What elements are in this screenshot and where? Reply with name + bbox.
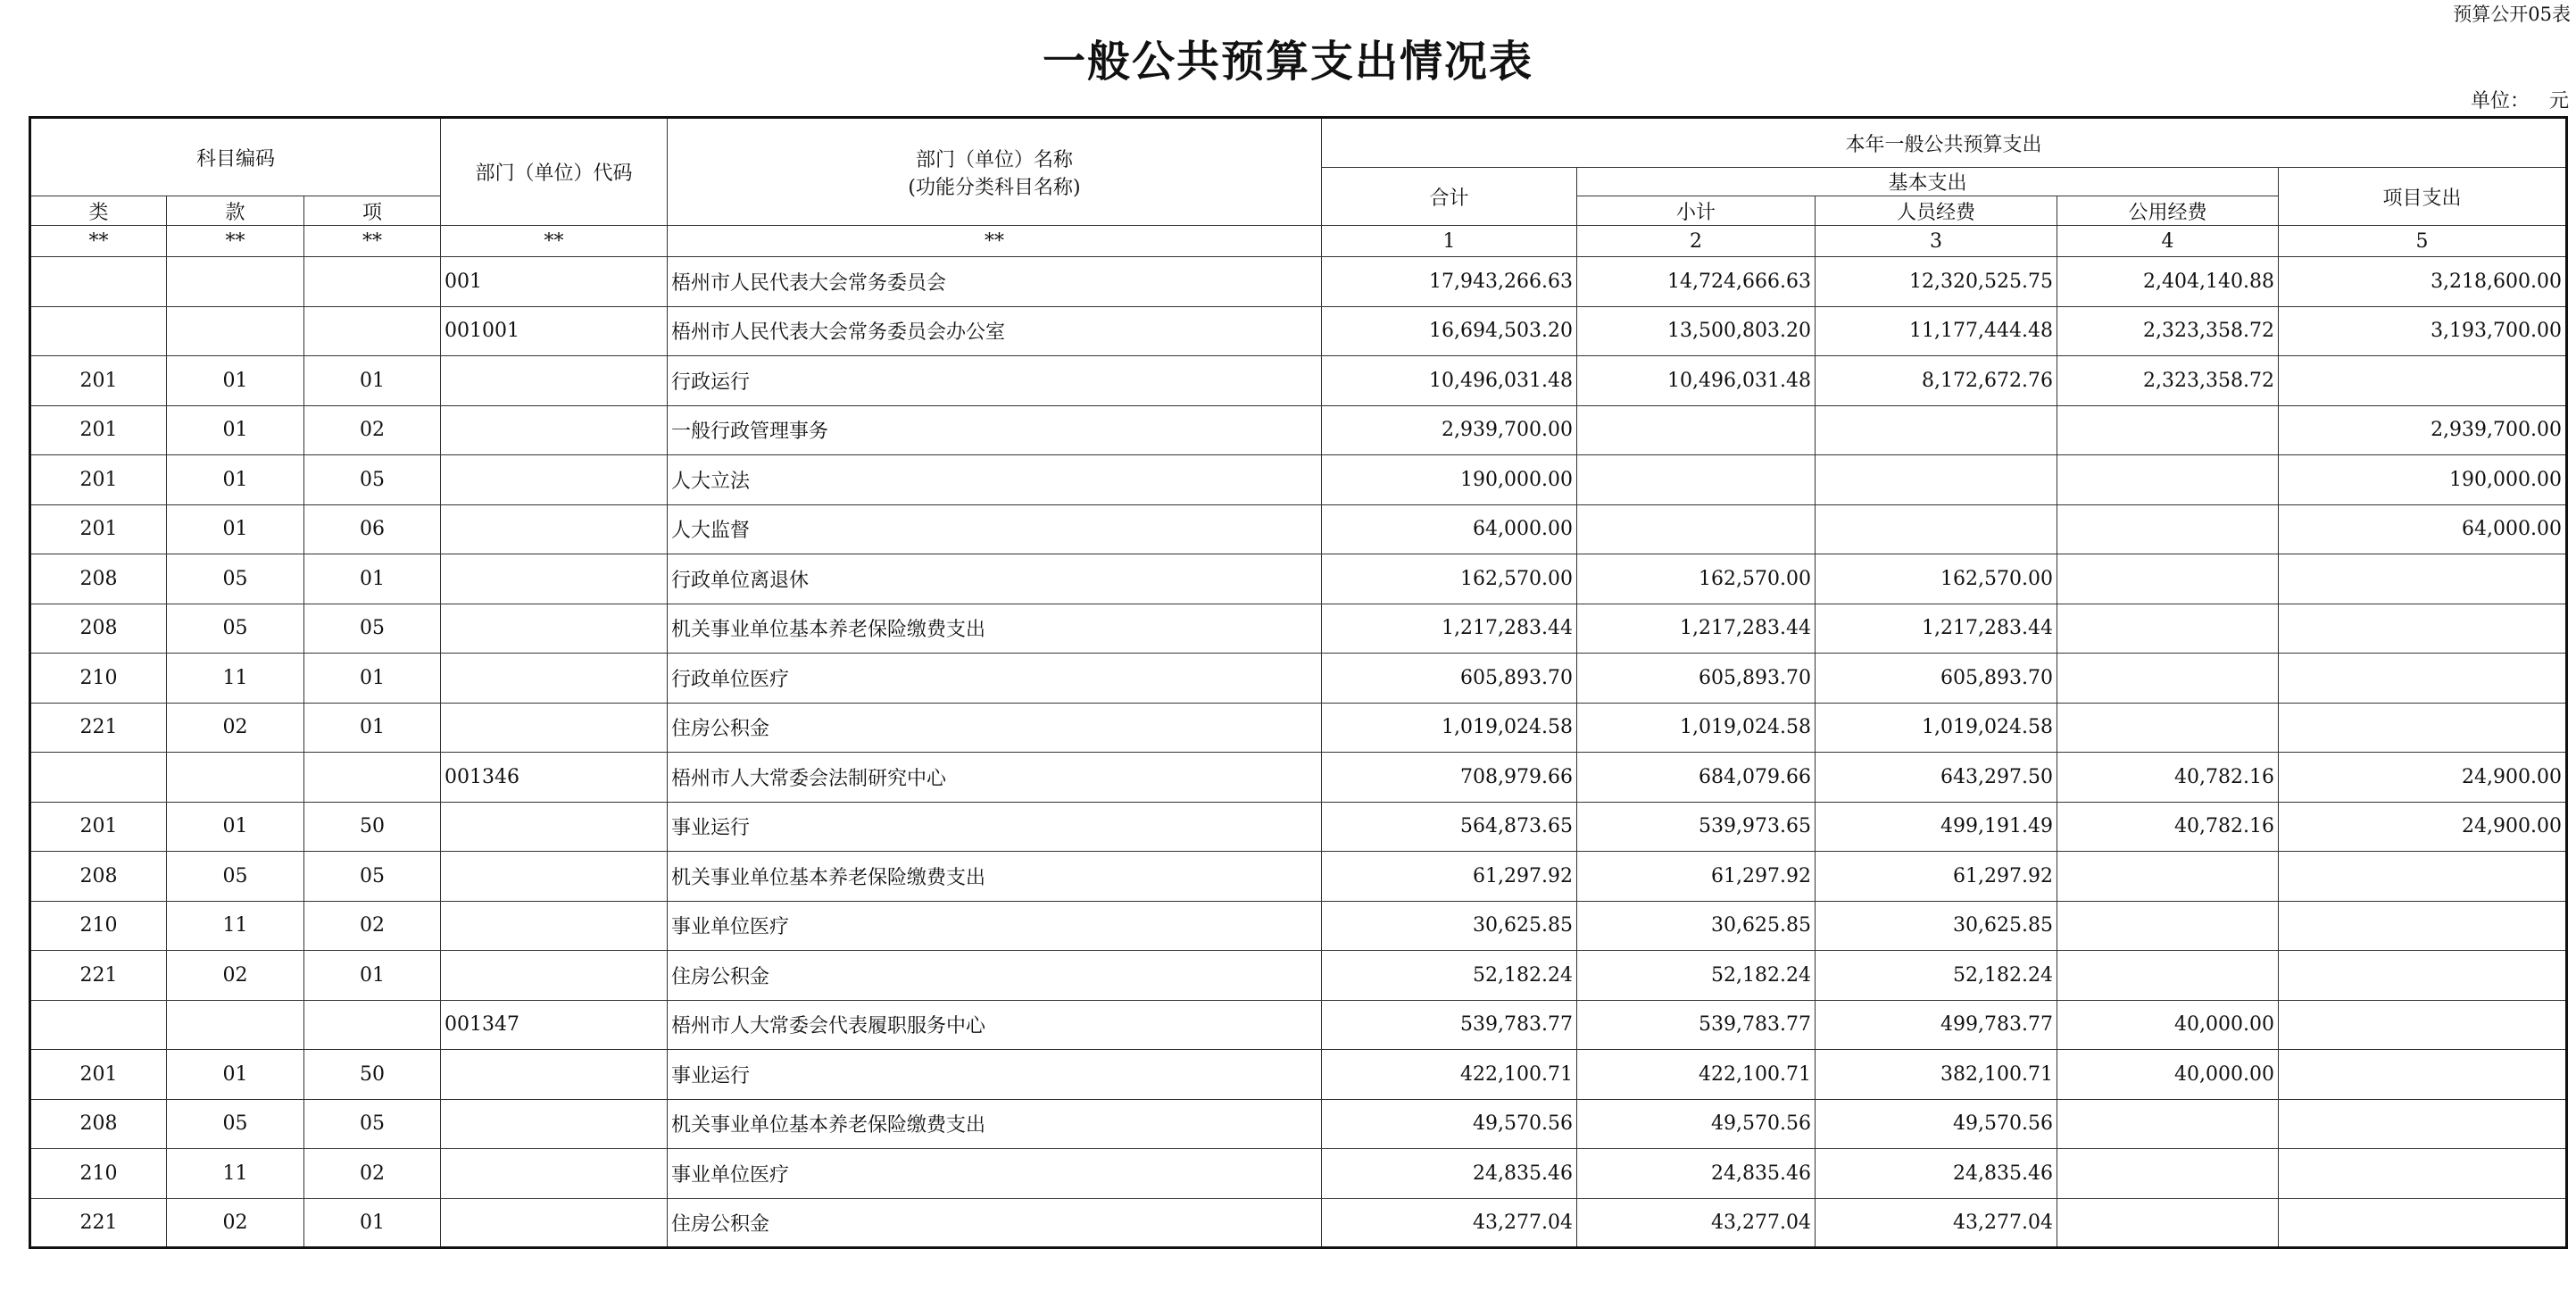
header-item: 项 [304,196,441,226]
cell-dept-code [441,1149,668,1199]
cell-public: 40,782.16 [2057,802,2279,852]
cell-public [2057,703,2279,753]
cell-project [2279,1099,2567,1149]
cell-dept-code: 001 [441,257,668,307]
table-row [30,901,2567,951]
cell-section: 01 [167,405,304,455]
cell-class: 210 [30,901,167,951]
cell-personnel: 605,893.70 [1816,654,2057,704]
table-row [30,703,2567,753]
table-row [30,1000,2567,1050]
cell-personnel: 162,570.00 [1816,554,2057,604]
cell-project: 2,939,700.00 [2279,405,2567,455]
cell-section: 01 [167,802,304,852]
unit-label: 单位： [2470,90,2530,112]
cell-item: 01 [304,654,441,704]
cell-public: 2,404,140.88 [2057,257,2279,307]
table-row [30,356,2567,406]
cell-dept-name: 行政单位医疗 [668,654,1322,704]
cell-item: 02 [304,1149,441,1199]
budget-table [29,116,2568,1249]
cell-personnel: 499,783.77 [1816,1000,2057,1050]
cell-personnel [1816,455,2057,505]
cell-subtotal: 43,277.04 [1577,1198,1816,1248]
cell-total: 16,694,503.20 [1322,306,1577,356]
cell-dept-name: 住房公积金 [668,951,1322,1001]
cell-public [2057,1149,2279,1199]
cell-subtotal: 10,496,031.48 [1577,356,1816,406]
cell-class: 221 [30,1198,167,1248]
cell-subtotal: 605,893.70 [1577,654,1816,704]
cell-dept-code [441,504,668,554]
column-number-3: 3 [1816,226,2057,257]
cell-dept-code [441,951,668,1001]
cell-section: 02 [167,1198,304,1248]
unit-value: 元 [2548,90,2569,112]
table-row [30,504,2567,554]
cell-total: 1,019,024.58 [1322,703,1577,753]
cell-dept-code [441,1099,668,1149]
cell-total: 190,000.00 [1322,455,1577,505]
cell-project: 190,000.00 [2279,455,2567,505]
header-personnel: 人员经费 [1816,196,2057,226]
table-row [30,554,2567,604]
cell-total: 24,835.46 [1322,1149,1577,1199]
cell-item: 01 [304,1198,441,1248]
cell-class: 221 [30,703,167,753]
cell-personnel: 49,570.56 [1816,1099,2057,1149]
cell-personnel [1816,504,2057,554]
cell-public [2057,604,2279,654]
page-title: 一般公共预算支出情况表 [1042,37,1533,87]
cell-project: 24,900.00 [2279,802,2567,852]
cell-total: 61,297.92 [1322,852,1577,902]
cell-personnel: 52,182.24 [1816,951,2057,1001]
table-row [30,654,2567,704]
cell-class: 208 [30,604,167,654]
cell-class: 210 [30,654,167,704]
cell-item [304,1000,441,1050]
cell-total: 17,943,266.63 [1322,257,1577,307]
cell-public [2057,901,2279,951]
table-row [30,306,2567,356]
cell-personnel: 1,217,283.44 [1816,604,2057,654]
cell-dept-name: 行政运行 [668,356,1322,406]
header-total: 合计 [1322,168,1577,226]
cell-dept-code: 001347 [441,1000,668,1050]
cell-dept-name: 事业单位医疗 [668,901,1322,951]
marker-class: ** [30,226,167,257]
cell-project [2279,703,2567,753]
cell-dept-code: 001001 [441,306,668,356]
cell-item: 05 [304,1099,441,1149]
cell-subtotal: 684,079.66 [1577,753,1816,803]
cell-section: 01 [167,455,304,505]
form-number: 预算公开05表 [2453,4,2571,25]
cell-dept-name: 事业运行 [668,1050,1322,1100]
header-subject-code: 科目编码 [30,118,441,196]
header-class: 类 [30,196,167,226]
cell-total: 564,873.65 [1322,802,1577,852]
cell-personnel: 643,297.50 [1816,753,2057,803]
cell-class [30,257,167,307]
cell-personnel: 499,191.49 [1816,802,2057,852]
cell-class: 201 [30,1050,167,1100]
cell-project [2279,852,2567,902]
cell-section [167,1000,304,1050]
cell-personnel: 43,277.04 [1816,1198,2057,1248]
table-row [30,257,2567,307]
cell-item: 05 [304,852,441,902]
cell-subtotal: 49,570.56 [1577,1099,1816,1149]
cell-total: 10,496,031.48 [1322,356,1577,406]
header-subtotal: 小计 [1577,196,1816,226]
cell-total: 49,570.56 [1322,1099,1577,1149]
cell-subtotal: 162,570.00 [1577,554,1816,604]
cell-dept-name: 人大立法 [668,455,1322,505]
cell-subtotal: 13,500,803.20 [1577,306,1816,356]
table-row [30,1149,2567,1199]
cell-total: 52,182.24 [1322,951,1577,1001]
cell-class: 201 [30,405,167,455]
cell-class: 201 [30,802,167,852]
cell-dept-name: 事业单位医疗 [668,1149,1322,1199]
table-row [30,802,2567,852]
table-row [30,1099,2567,1149]
cell-subtotal [1577,405,1816,455]
cell-section: 11 [167,654,304,704]
header-project: 项目支出 [2279,168,2567,226]
cell-class [30,306,167,356]
cell-class: 208 [30,852,167,902]
cell-subtotal: 1,019,024.58 [1577,703,1816,753]
cell-dept-code [441,703,668,753]
cell-subtotal: 539,783.77 [1577,1000,1816,1050]
cell-item: 05 [304,604,441,654]
header-dept-name-main: 部门（单位）名称 [915,148,1073,171]
cell-project [2279,654,2567,704]
cell-personnel: 12,320,525.75 [1816,257,2057,307]
cell-dept-name: 住房公积金 [668,703,1322,753]
cell-section: 11 [167,901,304,951]
cell-project: 3,193,700.00 [2279,306,2567,356]
cell-item: 02 [304,405,441,455]
table-row [30,1198,2567,1248]
cell-section: 01 [167,1050,304,1100]
header-basic: 基本支出 [1577,168,2279,196]
marker-item: ** [304,226,441,257]
cell-public [2057,852,2279,902]
column-number-5: 5 [2279,226,2567,257]
cell-personnel: 30,625.85 [1816,901,2057,951]
table-row [30,753,2567,803]
table-row [30,1050,2567,1100]
header-public: 公用经费 [2057,196,2279,226]
cell-dept-name: 梧州市人大常委会法制研究中心 [668,753,1322,803]
cell-section: 02 [167,703,304,753]
cell-personnel: 8,172,672.76 [1816,356,2057,406]
cell-section: 05 [167,1099,304,1149]
cell-total: 1,217,283.44 [1322,604,1577,654]
cell-total: 539,783.77 [1322,1000,1577,1050]
cell-section: 11 [167,1149,304,1199]
cell-dept-code [441,455,668,505]
table-row [30,852,2567,902]
cell-dept-name: 事业运行 [668,802,1322,852]
cell-project: 24,900.00 [2279,753,2567,803]
cell-subtotal [1577,504,1816,554]
cell-section [167,306,304,356]
cell-project [2279,554,2567,604]
cell-project [2279,1050,2567,1100]
cell-dept-code [441,1050,668,1100]
cell-section: 01 [167,504,304,554]
cell-subtotal: 61,297.92 [1577,852,1816,902]
cell-subtotal: 539,973.65 [1577,802,1816,852]
cell-total: 64,000.00 [1322,504,1577,554]
cell-total: 43,277.04 [1322,1198,1577,1248]
cell-total: 2,939,700.00 [1322,405,1577,455]
cell-section: 05 [167,852,304,902]
cell-project [2279,1000,2567,1050]
cell-item: 50 [304,802,441,852]
cell-item [304,306,441,356]
cell-class: 201 [30,356,167,406]
cell-personnel: 24,835.46 [1816,1149,2057,1199]
cell-item: 01 [304,703,441,753]
cell-class: 221 [30,951,167,1001]
cell-dept-name: 人大监督 [668,504,1322,554]
cell-public: 40,782.16 [2057,753,2279,803]
cell-project [2279,1198,2567,1248]
cell-subtotal: 24,835.46 [1577,1149,1816,1199]
cell-dept-code: 001346 [441,753,668,803]
cell-item: 01 [304,356,441,406]
cell-section [167,257,304,307]
cell-public: 40,000.00 [2057,1050,2279,1100]
cell-subtotal: 422,100.71 [1577,1050,1816,1100]
cell-total: 422,100.71 [1322,1050,1577,1100]
cell-dept-name: 梧州市人大常委会代表履职服务中心 [668,1000,1322,1050]
cell-dept-name: 梧州市人民代表大会常务委员会 [668,257,1322,307]
cell-dept-code [441,901,668,951]
marker-section: ** [167,226,304,257]
cell-dept-code [441,852,668,902]
marker-dept-code: ** [441,226,668,257]
cell-subtotal: 1,217,283.44 [1577,604,1816,654]
table-row [30,455,2567,505]
cell-personnel [1816,405,2057,455]
cell-class: 210 [30,1149,167,1199]
header-current-year: 本年一般公共预算支出 [1322,118,2567,168]
cell-item: 06 [304,504,441,554]
cell-item [304,257,441,307]
cell-dept-name: 住房公积金 [668,1198,1322,1248]
cell-total: 162,570.00 [1322,554,1577,604]
cell-personnel: 11,177,444.48 [1816,306,2057,356]
cell-subtotal: 52,182.24 [1577,951,1816,1001]
header-section: 款 [167,196,304,226]
header-dept-name-sub: (功能分类科目名称) [908,176,1081,199]
cell-dept-code [441,405,668,455]
cell-public: 40,000.00 [2057,1000,2279,1050]
cell-section: 05 [167,554,304,604]
cell-item [304,753,441,803]
cell-dept-code [441,604,668,654]
cell-class [30,753,167,803]
cell-dept-name: 行政单位离退休 [668,554,1322,604]
cell-item: 05 [304,455,441,505]
cell-section: 05 [167,604,304,654]
cell-class: 201 [30,504,167,554]
cell-dept-name: 机关事业单位基本养老保险缴费支出 [668,852,1322,902]
column-number-2: 2 [1577,226,1816,257]
cell-project: 3,218,600.00 [2279,257,2567,307]
cell-dept-code [441,356,668,406]
cell-public: 2,323,358.72 [2057,306,2279,356]
cell-public [2057,1198,2279,1248]
cell-personnel: 382,100.71 [1816,1050,2057,1100]
cell-public [2057,405,2279,455]
column-number-1: 1 [1322,226,1577,257]
cell-subtotal: 30,625.85 [1577,901,1816,951]
cell-dept-code [441,554,668,604]
cell-item: 01 [304,951,441,1001]
cell-class [30,1000,167,1050]
cell-section: 01 [167,356,304,406]
cell-dept-code [441,654,668,704]
cell-public: 2,323,358.72 [2057,356,2279,406]
cell-class: 208 [30,1099,167,1149]
cell-project [2279,604,2567,654]
cell-dept-code [441,1198,668,1248]
cell-project [2279,901,2567,951]
header-dept-code: 部门（单位）代码 [441,118,668,226]
cell-public [2057,455,2279,505]
cell-subtotal: 14,724,666.63 [1577,257,1816,307]
cell-public [2057,504,2279,554]
cell-total: 708,979.66 [1322,753,1577,803]
cell-project [2279,1149,2567,1199]
cell-section [167,753,304,803]
cell-dept-name: 一般行政管理事务 [668,405,1322,455]
cell-dept-name: 梧州市人民代表大会常务委员会办公室 [668,306,1322,356]
cell-public [2057,1099,2279,1149]
budget-table-body [30,257,2567,1248]
cell-project: 64,000.00 [2279,504,2567,554]
cell-item: 02 [304,901,441,951]
cell-dept-name: 机关事业单位基本养老保险缴费支出 [668,1099,1322,1149]
column-number-4: 4 [2057,226,2279,257]
cell-public [2057,554,2279,604]
cell-total: 605,893.70 [1322,654,1577,704]
cell-project [2279,356,2567,406]
cell-subtotal [1577,455,1816,505]
cell-total: 30,625.85 [1322,901,1577,951]
cell-dept-code [441,802,668,852]
table-row [30,405,2567,455]
marker-dept-name: ** [668,226,1322,257]
cell-public [2057,951,2279,1001]
table-row [30,951,2567,1001]
unit-label-group [2451,86,2569,113]
table-row [30,604,2567,654]
cell-section: 02 [167,951,304,1001]
cell-class: 201 [30,455,167,505]
header-dept-name [668,118,1322,226]
cell-personnel: 61,297.92 [1816,852,2057,902]
cell-item: 50 [304,1050,441,1100]
cell-personnel: 1,019,024.58 [1816,703,2057,753]
cell-public [2057,654,2279,704]
cell-dept-name: 机关事业单位基本养老保险缴费支出 [668,604,1322,654]
cell-project [2279,951,2567,1001]
cell-class: 208 [30,554,167,604]
cell-item: 01 [304,554,441,604]
